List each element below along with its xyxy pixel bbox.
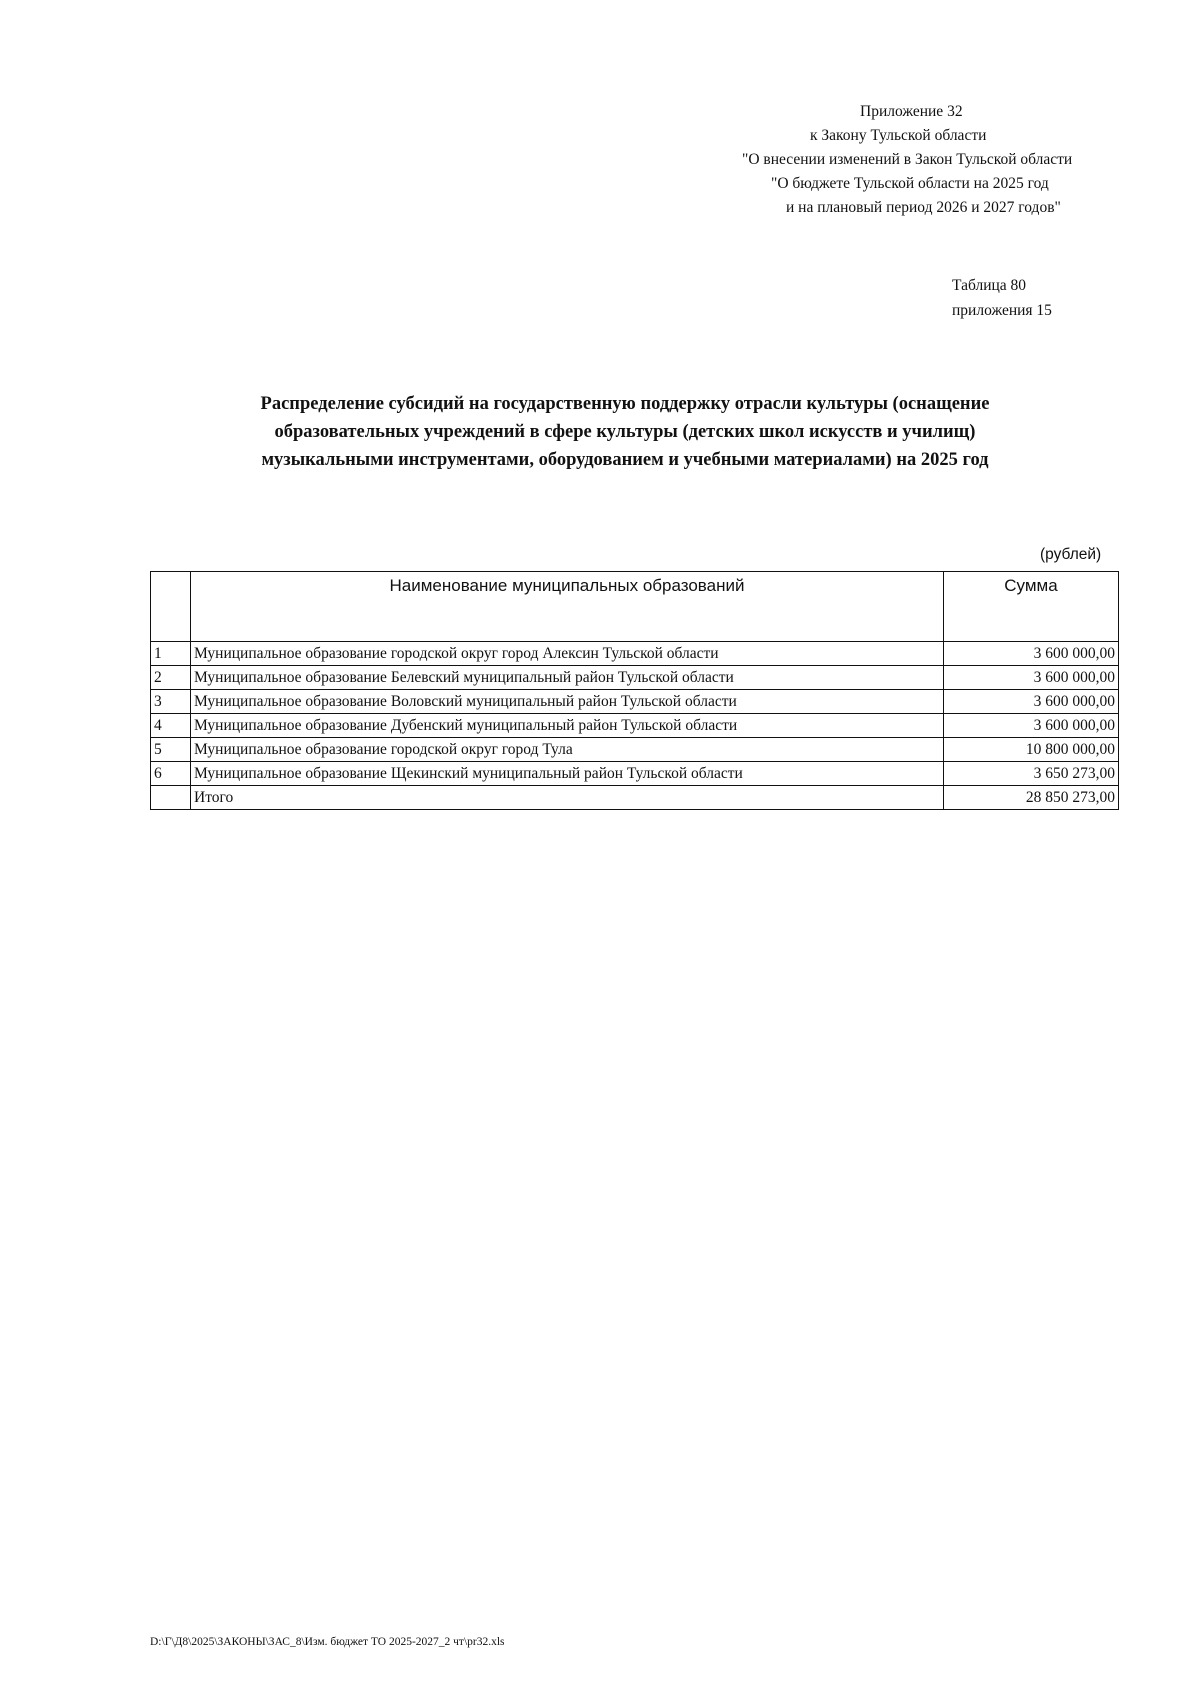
subsidy-amount: 3 600 000,00 bbox=[944, 714, 1119, 738]
table-header-row bbox=[151, 572, 1119, 642]
table-reference bbox=[952, 273, 1052, 323]
row-number: 4 bbox=[151, 714, 191, 738]
header-name: Наименование муниципальных образований bbox=[191, 572, 944, 642]
title-line-2: образовательных учреждений в сфере культуры (детских школ искусств и училищ) bbox=[274, 422, 976, 442]
municipality-name: Муниципальное образование Щекинский муниципальный район Тульской области bbox=[191, 762, 944, 786]
row-number: 6 bbox=[151, 762, 191, 786]
total-number bbox=[151, 786, 191, 810]
row-number: 3 bbox=[151, 690, 191, 714]
appendix-header bbox=[700, 100, 1140, 220]
municipality-name: Муниципальное образование городской округ город Алексин Тульской области bbox=[191, 642, 944, 666]
row-number: 1 bbox=[151, 642, 191, 666]
table-row bbox=[151, 714, 1119, 738]
subsidy-amount: 3 600 000,00 bbox=[944, 690, 1119, 714]
table-row bbox=[151, 762, 1119, 786]
table-row bbox=[151, 690, 1119, 714]
subsidy-table bbox=[150, 571, 1119, 810]
table-number: Таблица 80 bbox=[952, 277, 1027, 294]
appendix-amendment-title: "О внесении изменений в Закон Тульской области bbox=[742, 151, 1073, 168]
subsidy-amount: 3 600 000,00 bbox=[944, 642, 1119, 666]
title-line-1: Распределение субсидий на государственную поддержку отрасли культуры (оснащение bbox=[260, 394, 990, 414]
table-row bbox=[151, 666, 1119, 690]
total-amount: 28 850 273,00 bbox=[944, 786, 1119, 810]
title-line-3: музыкальными инструментами, оборудованием и учебными материалами) на 2025 год bbox=[261, 450, 989, 470]
municipality-name: Муниципальное образование Воловский муниципальный район Тульской области bbox=[191, 690, 944, 714]
appendix-law-ref: к Закону Тульской области bbox=[810, 127, 987, 144]
header-sum: Сумма bbox=[944, 572, 1119, 642]
subsidy-amount: 3 650 273,00 bbox=[944, 762, 1119, 786]
total-label: Итого bbox=[191, 786, 944, 810]
header-number bbox=[151, 572, 191, 642]
table-row bbox=[151, 642, 1119, 666]
appendix-planning-period: и на плановый период 2026 и 2027 годов" bbox=[786, 199, 1061, 216]
municipality-name: Муниципальное образование Белевский муниципальный район Тульской области bbox=[191, 666, 944, 690]
total-row bbox=[151, 786, 1119, 810]
document-title bbox=[180, 390, 1070, 474]
appendix-reference: приложения 15 bbox=[952, 302, 1052, 319]
subsidy-amount: 10 800 000,00 bbox=[944, 738, 1119, 762]
appendix-budget-title: "О бюджете Тульской области на 2025 год bbox=[771, 175, 1049, 192]
subsidy-amount: 3 600 000,00 bbox=[944, 666, 1119, 690]
row-number: 2 bbox=[151, 666, 191, 690]
municipality-name: Муниципальное образование Дубенский муниципальный район Тульской области bbox=[191, 714, 944, 738]
row-number: 5 bbox=[151, 738, 191, 762]
file-path: D:\Г\Д8\2025\ЗАКОНЫ\ЗАС_8\Изм. бюджет ТО 2025-2027_2 чт\pr32.xls bbox=[150, 1636, 505, 1648]
municipality-name: Муниципальное образование городской округ город Тула bbox=[191, 738, 944, 762]
table-row bbox=[151, 738, 1119, 762]
appendix-number: Приложение 32 bbox=[860, 103, 963, 120]
units-label: (рублей) bbox=[1040, 546, 1102, 563]
